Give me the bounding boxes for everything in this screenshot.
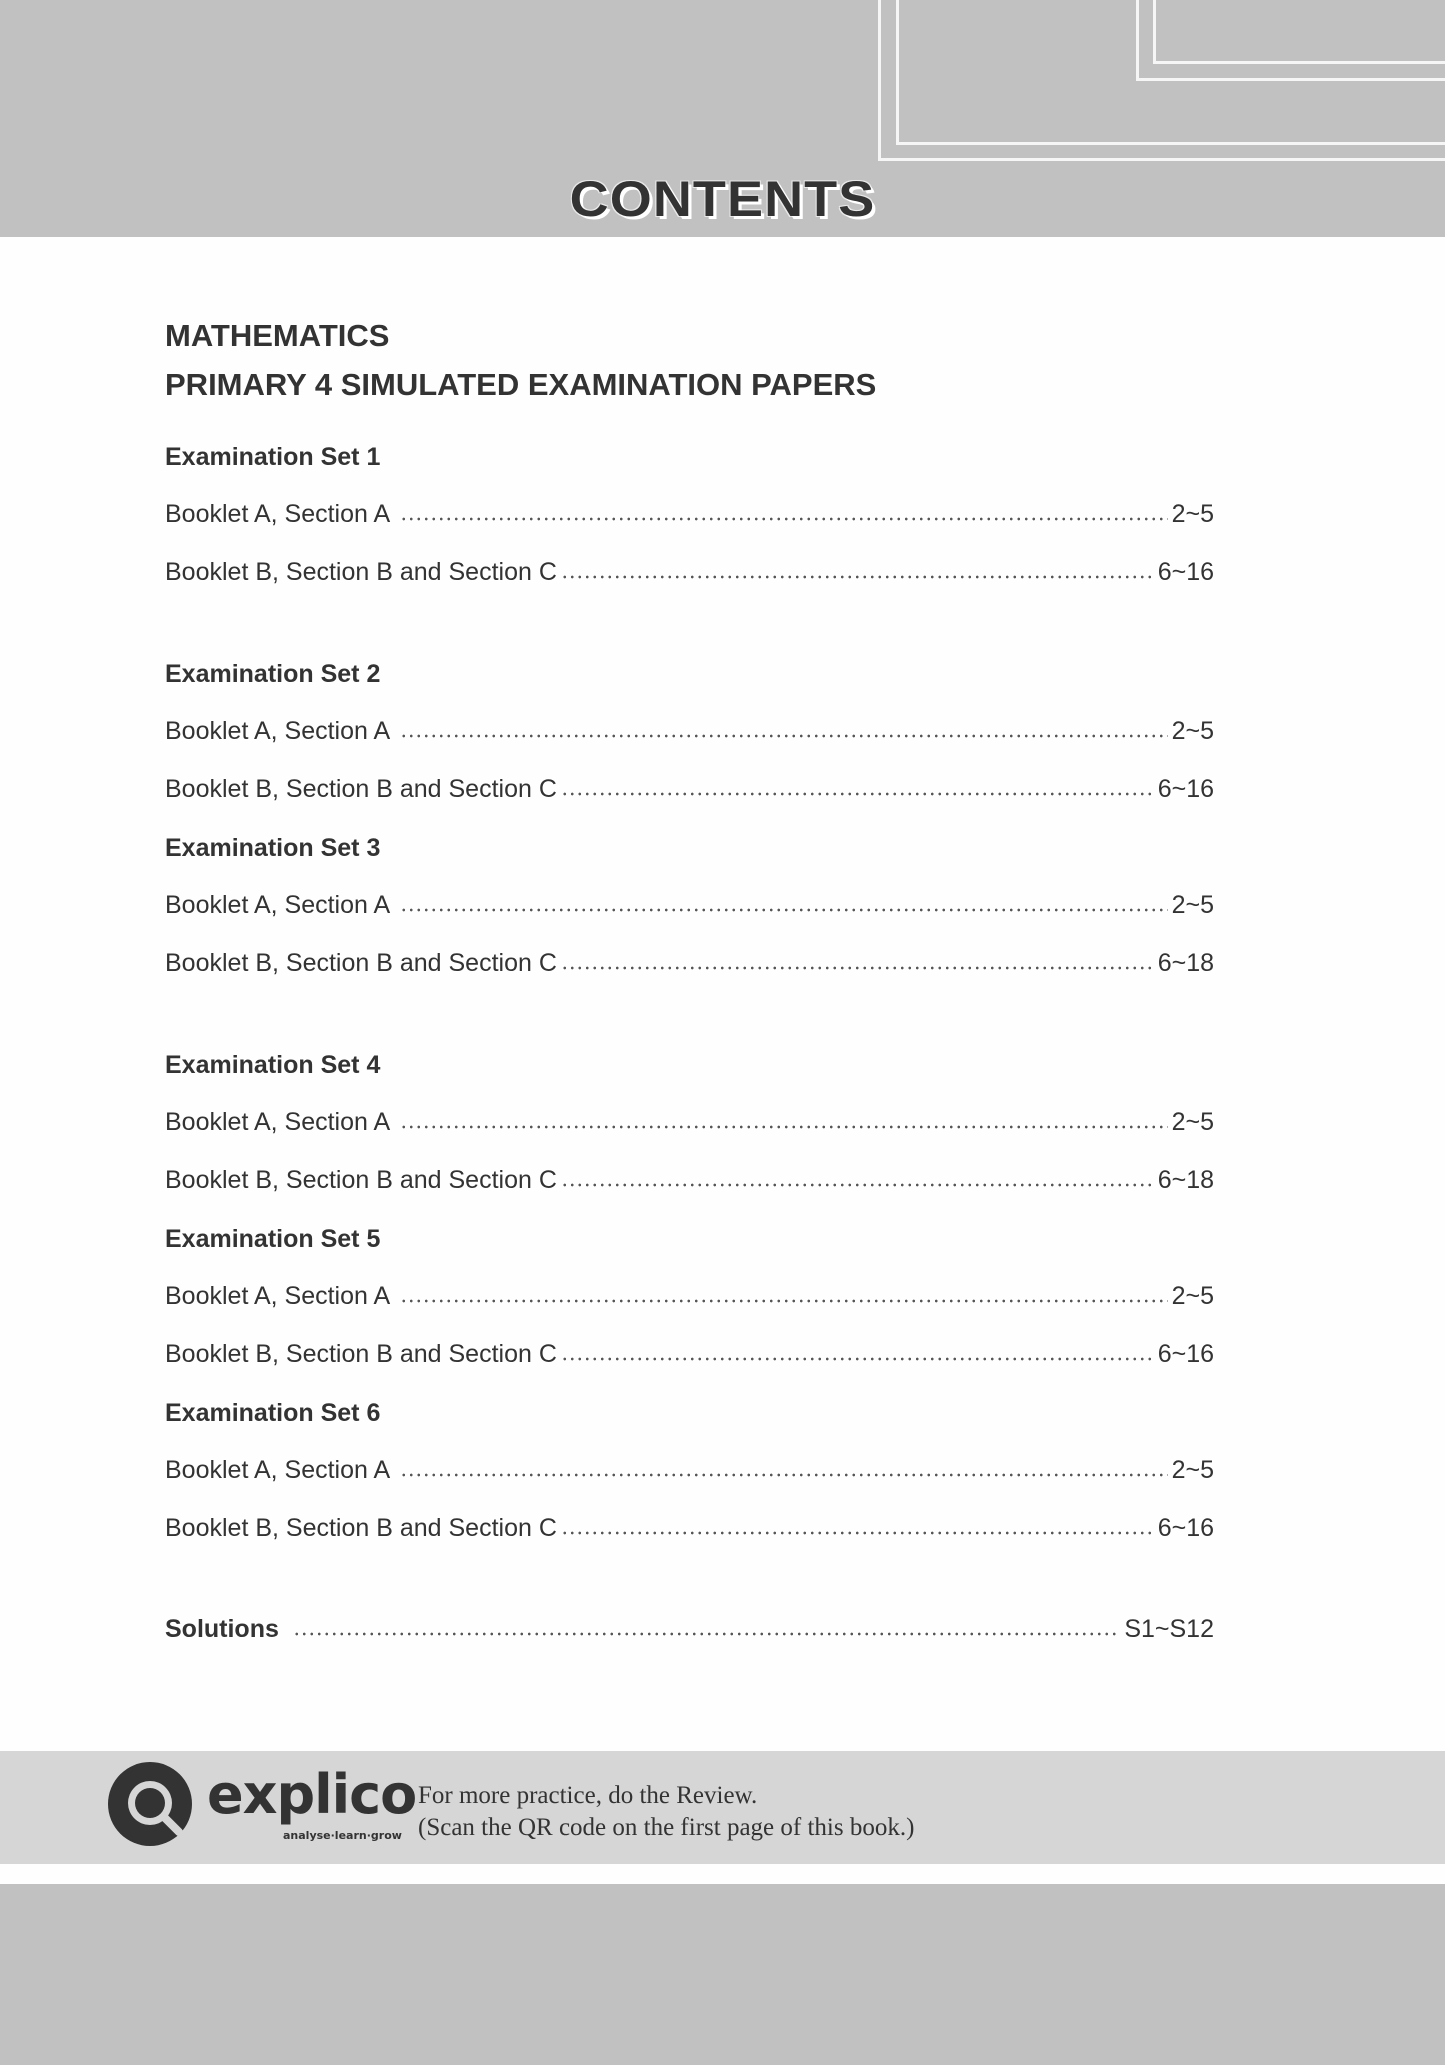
book-title-heading: PRIMARY 4 SIMULATED EXAMINATION PAPERS (165, 367, 877, 402)
entry-label: Booklet A, Section A (165, 1282, 391, 1310)
toc-entry[interactable] (165, 1456, 1214, 1485)
toc-entry[interactable] (165, 1514, 1214, 1543)
entry-label: Booklet B, Section B and Section C (165, 1166, 557, 1194)
dot-leader (400, 1473, 1167, 1477)
set-heading: Examination Set 1 (165, 443, 381, 471)
dot-leader (400, 908, 1167, 912)
dot-leader (293, 1632, 1120, 1636)
page-title: CONTENTS (569, 171, 876, 227)
toc-entry[interactable] (165, 1282, 1214, 1311)
set-heading: Examination Set 2 (165, 660, 381, 688)
entry-pages: 6~16 (1157, 775, 1214, 803)
dot-leader (400, 734, 1167, 738)
toc-entry[interactable] (165, 558, 1214, 587)
entry-pages: 2~5 (1171, 1456, 1214, 1484)
entry-pages: 6~18 (1157, 949, 1214, 977)
footer-qr-note: (Scan the QR code on the first page of this book.) (418, 1814, 915, 1841)
dot-leader (561, 1357, 1154, 1361)
dot-leader (400, 517, 1167, 521)
entry-label: Booklet A, Section A (165, 1108, 391, 1136)
entry-pages: 6~16 (1157, 1340, 1214, 1368)
set-heading: Examination Set 5 (165, 1225, 381, 1253)
toc-entry[interactable] (165, 717, 1214, 746)
entry-label: Booklet B, Section B and Section C (165, 1514, 557, 1542)
brand-tagline: analyse·learn·grow (283, 1829, 402, 1842)
set-heading: Examination Set 3 (165, 834, 381, 862)
dot-leader (561, 1531, 1154, 1535)
bottom-band (0, 1884, 1445, 2065)
toc-entry-solutions[interactable] (165, 1615, 1214, 1644)
entry-pages: 2~5 (1171, 1108, 1214, 1136)
set-heading: Examination Set 4 (165, 1051, 381, 1079)
solutions-pages: S1~S12 (1124, 1615, 1214, 1643)
dot-leader (400, 1299, 1167, 1303)
entry-pages: 6~18 (1157, 1166, 1214, 1194)
toc-entry[interactable] (165, 949, 1214, 978)
entry-label: Booklet A, Section A (165, 500, 391, 528)
explico-logo-icon (107, 1761, 193, 1847)
entry-label: Booklet A, Section A (165, 891, 391, 919)
toc-entry[interactable] (165, 1108, 1214, 1137)
entry-pages: 2~5 (1171, 717, 1214, 745)
entry-label: Booklet A, Section A (165, 717, 391, 745)
entry-label: Booklet B, Section B and Section C (165, 558, 557, 586)
entry-label: Booklet B, Section B and Section C (165, 1340, 557, 1368)
entry-label: Booklet B, Section B and Section C (165, 949, 557, 977)
entry-pages: 2~5 (1171, 500, 1214, 528)
entry-label: Booklet B, Section B and Section C (165, 775, 557, 803)
decorative-frame-line (1153, 0, 1445, 64)
dot-leader (561, 792, 1154, 796)
toc-entry[interactable] (165, 775, 1214, 804)
toc-entry[interactable] (165, 1340, 1214, 1369)
dot-leader (400, 1125, 1167, 1129)
entry-pages: 2~5 (1171, 891, 1214, 919)
brand-name: explico (207, 1763, 417, 1826)
subject-heading: MATHEMATICS (165, 318, 390, 353)
entry-pages: 2~5 (1171, 1282, 1214, 1310)
set-heading: Examination Set 6 (165, 1399, 381, 1427)
toc-entry[interactable] (165, 500, 1214, 529)
toc-entry[interactable] (165, 891, 1214, 920)
footer-practice-note: For more practice, do the Review. (418, 1782, 758, 1809)
solutions-label: Solutions (165, 1615, 279, 1643)
entry-pages: 6~16 (1157, 1514, 1214, 1542)
entry-label: Booklet A, Section A (165, 1456, 391, 1484)
dot-leader (561, 966, 1154, 970)
toc-entry[interactable] (165, 1166, 1214, 1195)
dot-leader (561, 1183, 1154, 1187)
dot-leader (561, 575, 1154, 579)
entry-pages: 6~16 (1157, 558, 1214, 586)
